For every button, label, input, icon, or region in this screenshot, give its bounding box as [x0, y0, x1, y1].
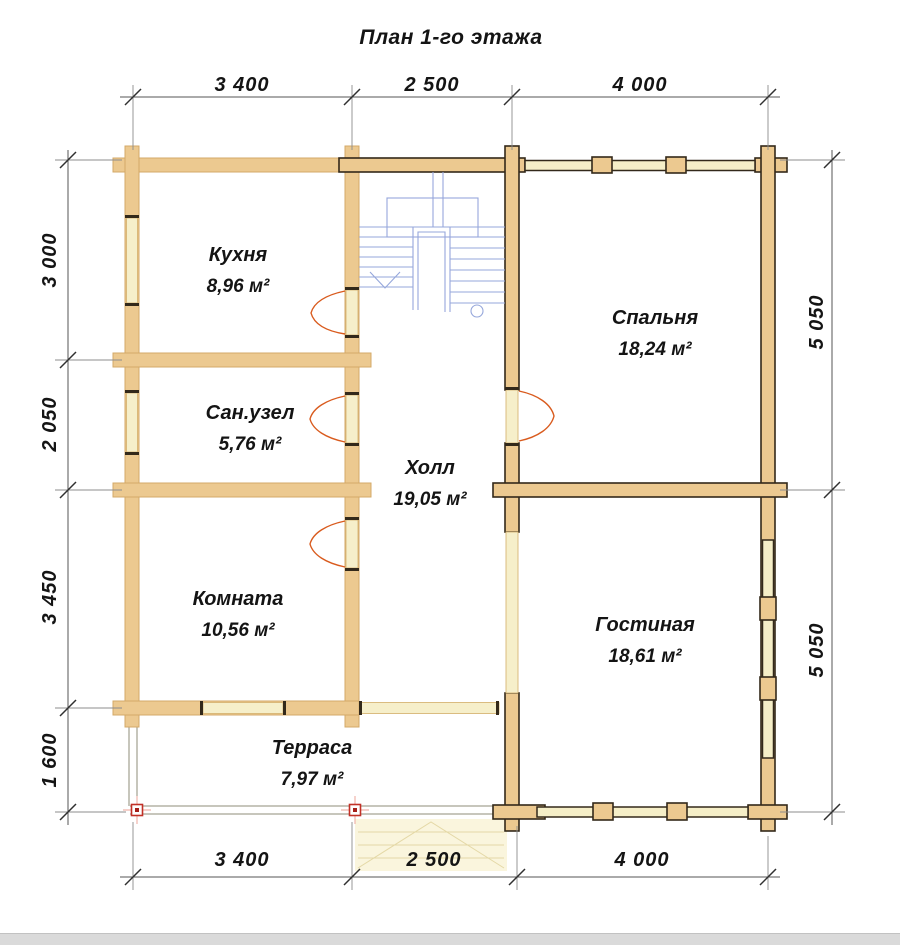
room-area: 19,05 м² — [393, 489, 467, 510]
room-name: Гостиная — [595, 614, 695, 636]
dim-bottom-1: 3 400 — [214, 849, 270, 871]
room-name: Сан.узел — [205, 402, 295, 424]
room-area: 18,24 м² — [618, 339, 692, 360]
room-name: Комната — [192, 588, 284, 610]
room-label-living — [595, 610, 695, 672]
room-label-kitchen — [207, 240, 270, 302]
dim-right-2: 5 050 — [806, 622, 828, 678]
room-door-swing — [310, 521, 345, 567]
bedroom-door-swing — [519, 391, 554, 441]
room-name: Спальня — [611, 307, 699, 329]
dim-left-1: 3 000 — [39, 232, 61, 288]
room-area: 10,56 м² — [201, 620, 275, 641]
room-label-bathroom — [206, 398, 295, 460]
dim-top-2: 2 500 — [404, 74, 460, 96]
terrace-post-markers — [123, 796, 369, 824]
room-area: 18,61 м² — [608, 646, 682, 667]
room-area: 7,97 м² — [280, 769, 344, 790]
page-bottom-edge — [0, 933, 900, 945]
staircase — [359, 172, 505, 317]
room-label-bedroom — [612, 303, 698, 365]
room-name: Кухня — [208, 244, 268, 266]
door-openings — [345, 287, 519, 571]
room-label-terrace — [272, 733, 352, 795]
dim-bottom-3: 4 000 — [614, 849, 670, 871]
room-area: 5,76 м² — [218, 434, 282, 455]
room-name: Терраса — [271, 737, 353, 759]
kitchen-door-swing — [311, 291, 345, 334]
dim-left-2: 2 050 — [39, 396, 61, 452]
dim-top-3: 4 000 — [612, 74, 668, 96]
room-name: Холл — [405, 457, 455, 479]
room-label-room — [193, 584, 284, 646]
dim-top-1: 3 400 — [214, 74, 270, 96]
room-area: 8,96 м² — [206, 276, 270, 297]
room-label-hall — [393, 453, 466, 515]
page-title: План 1-го этажа — [359, 26, 543, 49]
dim-bottom-2: 2 500 — [406, 849, 462, 871]
dim-right-1: 5 050 — [806, 294, 828, 350]
dim-left-4: 1 600 — [39, 732, 61, 788]
bathroom-door-swing — [310, 396, 345, 442]
dim-left-3: 3 450 — [39, 569, 61, 625]
